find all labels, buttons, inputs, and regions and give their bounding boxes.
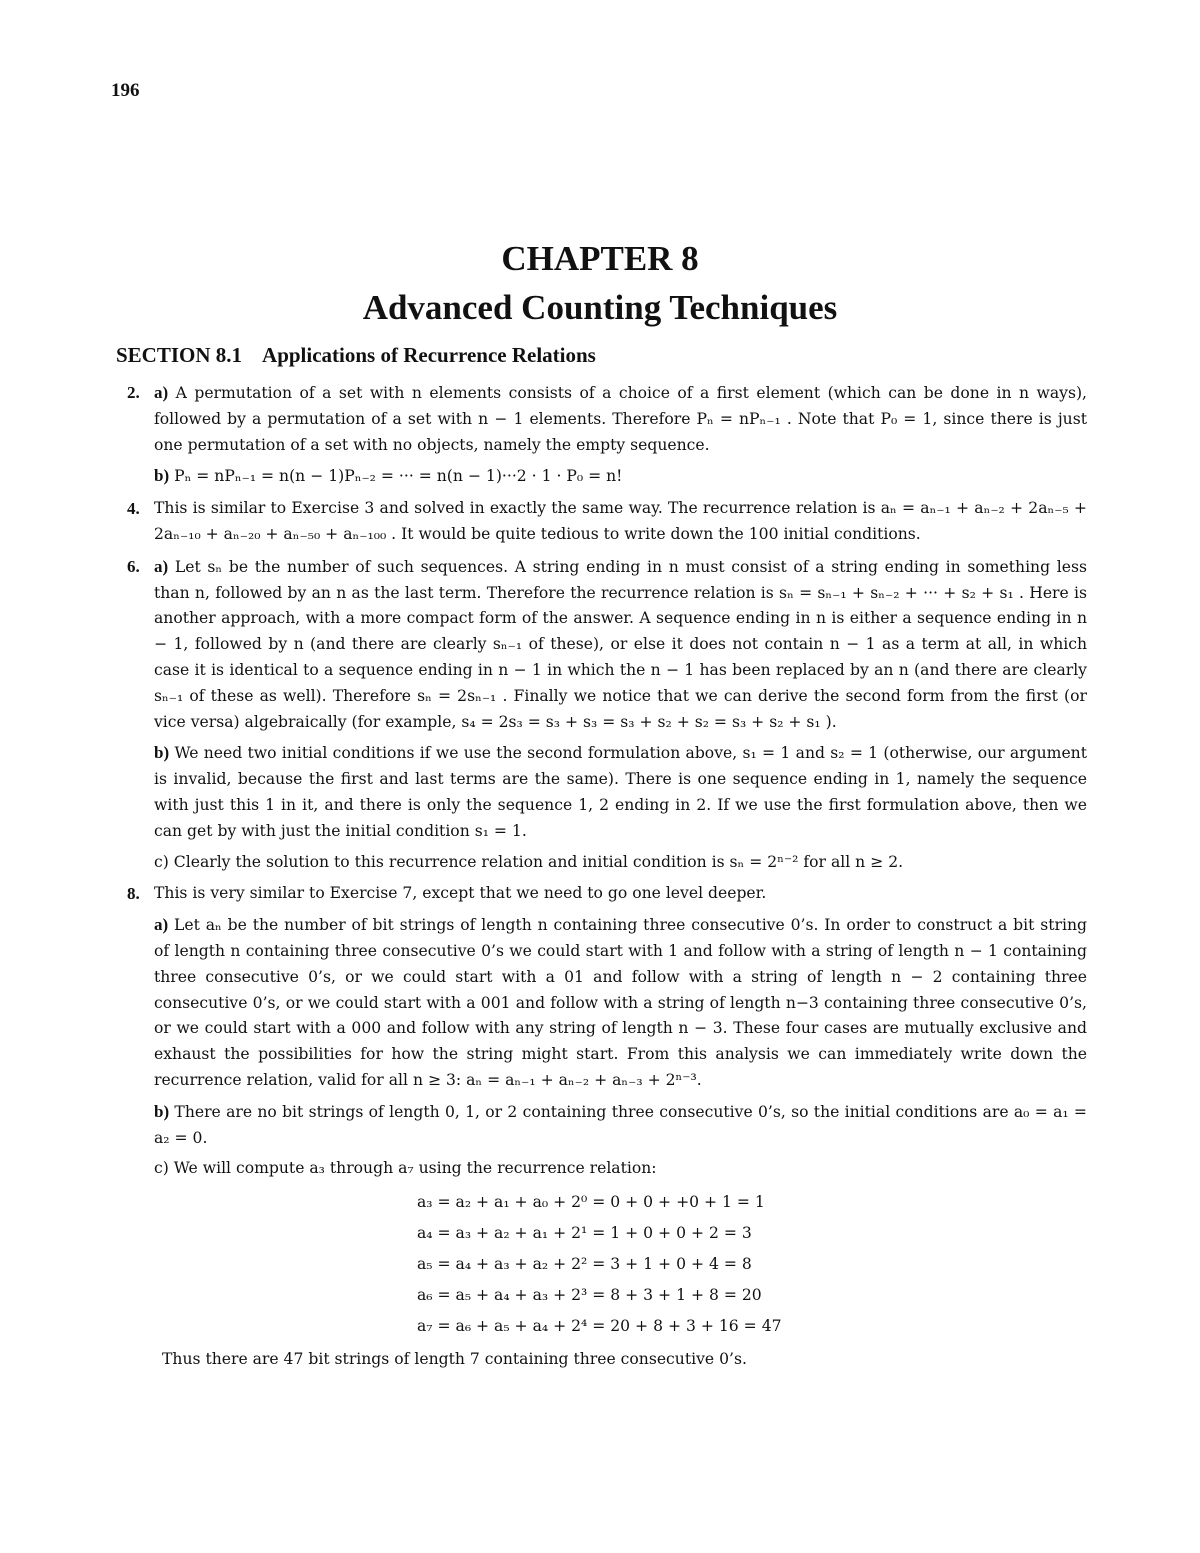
- calculation-row: a₅ = a₄ + a₃ + a₂ + 2² = 3 + 1 + 0 + 4 = 8: [417, 1255, 752, 1274]
- part-text: Clearly the solution to this recurrence relation and initial condition is sₙ = 2ⁿ⁻² for all n ≥ 2.: [173, 852, 904, 871]
- part-label: a): [154, 556, 169, 576]
- part-label: c): [154, 852, 169, 871]
- exercise-number: 2.: [127, 383, 140, 402]
- chapter-title: Advanced Counting Techniques: [362, 288, 838, 327]
- page-number: 196: [111, 80, 140, 101]
- part-text: This is similar to Exercise 3 and solved in exactly the same way. The recurrence relation is aₙ = aₙ₋₁ + aₙ₋₂ + 2aₙ₋₅ + 2aₙ₋₁₀ + aₙ₋₂₀ + aₙ₋₅₀ + aₙ₋₁₀₀ . It would be quite tedious to write down the 100 initial conditions.: [154, 499, 1087, 543]
- part-label: b): [154, 743, 170, 763]
- part-text: We need two initial conditions if we use the second formulation above, s₁ = 1 and s₂ = 1 (otherwise, our argument is invalid, because the first and last terms are the same). There is one sequence ending in 1, namely the sequence with just this 1 in it, and there is only the sequence 1, 2 ending in 2. If we use the first formulation above, then we can get by with just the initial condition s₁ = 1.: [154, 744, 1087, 840]
- section-heading: [116, 343, 596, 368]
- part-text: Let sₙ be the number of such sequences. A string ending in n must consist of a string ending in something less than n, followed by an n as the last term. Therefore the recurrence relation is sₙ = sₙ₋₁ + sₙ₋₂ + ··· + s₂ + s₁ . Here is another approach, with a more compact form of the answer. A sequence ending in n is either a sequence ending in n − 1, followed by n (and there are clearly sₙ₋₁ of these), or else it does not contain n − 1 as a term at all, in which case it is identical to a sequence ending in n − 1 in which the n − 1 has been replaced by an n (and there are clearly sₙ₋₁ of these as well). Therefore sₙ = 2sₙ₋₁ . Finally we notice that we can derive the second form from the first (or vice versa) algebraically (for example, s₄ = 2s₃ = s₃ + s₃ = s₃ + s₂ + s₂ = s₃ + s₂ + s₁ ).: [154, 557, 1087, 731]
- part-text: We will compute a₃ through a₇ using the recurrence relation:: [173, 1159, 657, 1178]
- part-text: Pₙ = nPₙ₋₁ = n(n − 1)Pₙ₋₂ = ··· = n(n − 1)···2 · 1 · P₀ = n!: [174, 467, 623, 486]
- exercise-8: [127, 881, 1087, 1373]
- exercise-4: [127, 496, 1087, 548]
- calculation-row: a₃ = a₂ + a₁ + a₀ + 2⁰ = 0 + 0 + +0 + 1 = 1: [417, 1193, 765, 1212]
- part-label: a): [154, 383, 169, 402]
- exercise-number: 8.: [127, 884, 140, 904]
- part-text: There are no bit strings of length 0, 1, or 2 containing three consecutive 0’s, so the initial conditions are a₀ = a₁ = a₂ = 0.: [154, 1102, 1087, 1147]
- conclusion: Thus there are 47 bit strings of length 7 containing three consecutive 0’s.: [162, 1350, 747, 1369]
- part-label: b): [154, 1101, 170, 1121]
- calculation-row: a₆ = a₅ + a₄ + a₃ + 2³ = 8 + 3 + 1 + 8 = 20: [417, 1286, 762, 1305]
- part-a: [154, 912, 1087, 1094]
- exercise-intro: This is very similar to Exercise 7, except that we need to go one level deeper.: [154, 884, 767, 903]
- calculation-block: [154, 1187, 1087, 1342]
- section-title: Applications of Recurrence Relations: [262, 343, 596, 367]
- part-c: [154, 1156, 1087, 1182]
- chapter-heading: [0, 237, 1200, 330]
- part-label: b): [154, 466, 170, 486]
- calculation-row: a₇ = a₆ + a₅ + a₄ + 2⁴ = 20 + 8 + 3 + 16 = 47: [417, 1317, 782, 1336]
- chapter-label: CHAPTER 8: [501, 239, 699, 278]
- part-text: A permutation of a set with n elements consists of a choice of a first element (which can be done in n ways), followed by a permutation of a set with n − 1 elements. Therefore Pₙ = nPₙ₋₁ . Note that P₀ = 1, since there is just one permutation of a set with no objects, namely the empty sequence.: [154, 384, 1087, 454]
- part-b: [154, 1099, 1087, 1152]
- calculation-row: a₄ = a₃ + a₂ + a₁ + 2¹ = 1 + 0 + 0 + 2 = 3: [417, 1224, 752, 1243]
- part-a: [154, 554, 1087, 736]
- part-a: [154, 380, 1087, 458]
- part-text: Let aₙ be the number of bit strings of length n containing three consecutive 0’s. In order to construct a bit string of length n containing three consecutive 0’s we could start with 1 and follow with a string of length n − 1 containing three consecutive 0’s, or we could start with a 01 and follow with a string of length n − 2 containing three consecutive 0’s, or we could start with a 001 and follow with a string of length n−3 containing three consecutive 0’s, or we could start with a 000 and follow with any string of length n − 3. These four cases are mutually exclusive and exhaust the possibilities for how the string might start. From this analysis we can immediately write down the recurrence relation, valid for all n ≥ 3: aₙ = aₙ₋₁ + aₙ₋₂ + aₙ₋₃ + 2ⁿ⁻³.: [154, 916, 1087, 1089]
- section-number: SECTION 8.1: [116, 343, 243, 367]
- part-c: [154, 850, 1087, 876]
- exercise-number: 4.: [127, 499, 140, 519]
- part-b: [154, 740, 1087, 844]
- exercise-list: [127, 380, 1087, 1379]
- part-label: c): [154, 1159, 169, 1178]
- part-body: [154, 496, 1087, 548]
- part-b: [154, 463, 1087, 490]
- exercise-2: [127, 380, 1087, 490]
- exercise-6: [127, 554, 1087, 876]
- exercise-number: 6.: [127, 556, 140, 576]
- part-label: a): [154, 915, 169, 935]
